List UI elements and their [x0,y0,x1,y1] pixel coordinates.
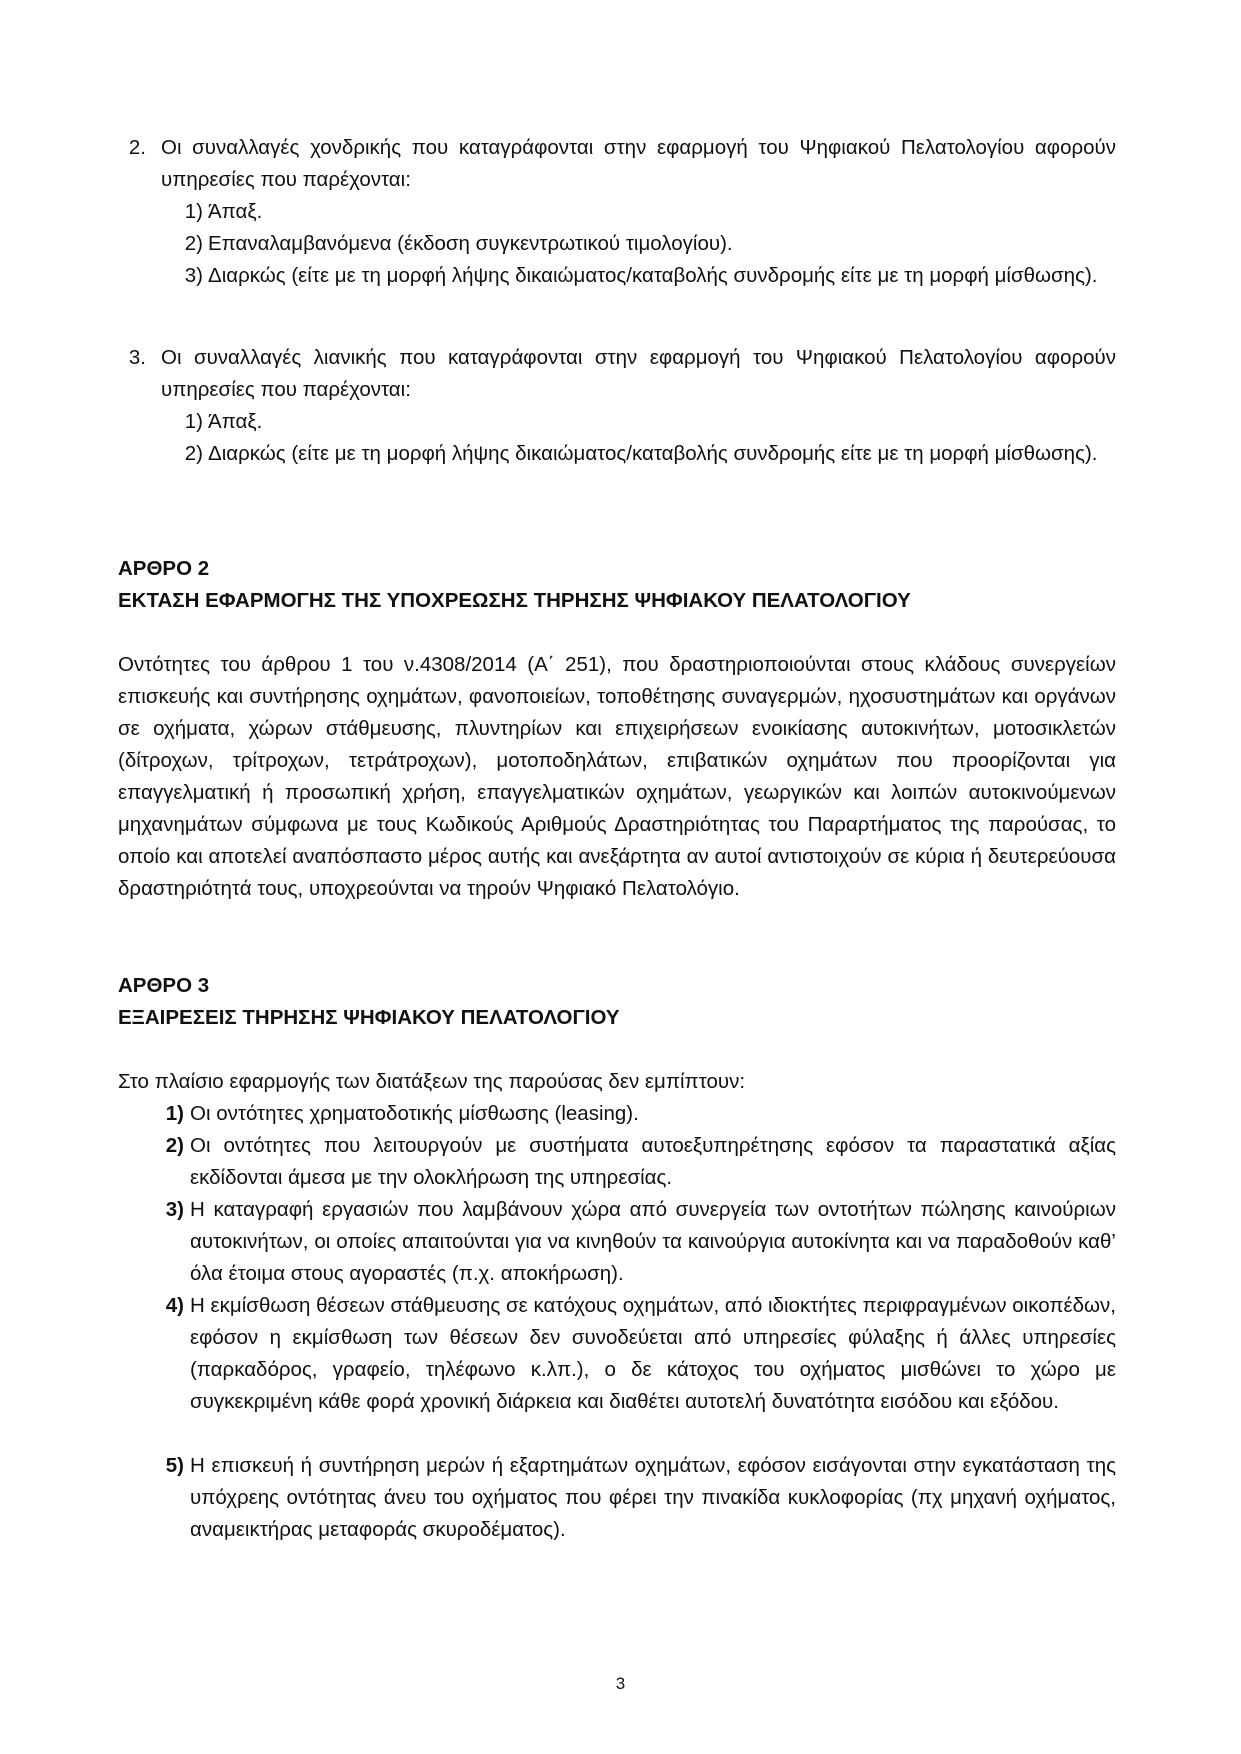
article-2-body: Οντότητες του άρθρου 1 του ν.4308/2014 (Α΄ 251), που δραστηριοποιούνται στους κλάδους συνεργείων επισκευής και συντήρησης οχημάτων, φανοποιείων, τοποθέτησης συναγερμών, ηχοσυστημάτων και οργάνων σε οχήματα, χώρων στάθμευσης, πλυντηρίων και επιχειρήσεων ενοικίασης αυτοκινήτων, μοτοσικλετών (δίτροχων, τρίτροχων, τετράτροχων), μοτοποδηλάτων, επιβατικών οχημάτων που προορίζονται για επαγγελματική ή προσωπική χρήση, επαγγελματικών οχημάτων, γεωργικών και λοιπών αυτοκινούμενων μηχανημάτων σύμφωνα με τους Κωδικούς Αριθμούς Δραστηριότητας του Παραρτήματος της παρούσας, το οποίο και αποτελεί αναπόσπαστο μέρος αυτής και ανεξάρτητα αν αυτοί αντιστοιχούν σε κύρια ή δευτερεύουσα δραστηριότητά τους, υποχρεούνται να τηρούν Ψηφιακό Πελατολόγιο. [118,653,1116,900]
exclusion-number: 1) [165,1102,184,1125]
exclusion-text: Η εκμίσθωση θέσεων στάθμευσης σε κατόχους οχημάτων, από ιδιοκτήτες περιφραγμένων οικοπέδων, εφόσον η εκμίσθωση των θέσεων δεν συνοδεύεται από υπηρεσίες φύλαξης ή άλλες υπηρεσίες (παρκαδόρος, γραφείο, τηλέφωνο κ.λπ.), ο δε κάτοχος του οχήματος μισθώνει το χώρο με συγκεκριμένη κάθε φορά χρονική διάρκεια και διαθέτει αυτοτελή δυνατότητα εισόδου και εξόδου. [190,1294,1116,1413]
article-2-heading: ΑΡΘΡΟ 2 [118,557,210,580]
exclusion-text: Η επισκευή ή συντήρηση μερών ή εξαρτημάτων οχημάτων, εφόσον εισάγονται στην εγκατάσταση της υπόχρεης οντότητας άνευ του οχήματος που φέρει την πινακίδα κυκλοφορίας (πχ μηχανή οχήματος, αναμεικτήρας μεταφοράς σκυροδέματος). [190,1454,1116,1541]
list-item-text: Οι συναλλαγές χονδρικής που καταγράφονται στην εφαρμογή του Ψηφιακού Πελατολογίου αφορούν υπηρεσίες που παρέχονται: [161,136,1116,191]
exclusion-number: 2) [165,1134,184,1157]
exclusion-number: 5) [165,1454,184,1477]
sub-text: Επαναλαμβανόμενα (έκδοση συγκεντρωτικού τιμολογίου). [208,232,733,255]
exclusion-text: Οι οντότητες που λειτουργούν με συστήματα αυτοεξυπηρέτησης εφόσον τα παραστατικά αξίας εκδίδονται άμεσα με την ολοκλήρωση της υπηρεσίας. [190,1134,1116,1189]
sub-number: 1) [184,200,203,223]
exclusion-text: Η καταγραφή εργασιών που λαμβάνουν χώρα από συνεργεία των οντοτήτων πώλησης καινούριων αυτοκινήτων, οι οποίες απαιτούνται για να κινηθούν τα καινούργια αυτοκίνητα και να παραδοθούν καθ’ όλα έτοιμα στους αγοραστές (π.χ. αποκήρωση). [190,1198,1116,1285]
sub-text: Άπαξ. [208,200,263,223]
sub-number: 2) [184,442,203,465]
list-item-text: Οι συναλλαγές λιανικής που καταγράφονται στην εφαρμογή του Ψηφιακού Πελατολογίου αφορούν υπηρεσίες που παρέχονται: [161,346,1116,401]
sub-number: 2) [184,232,203,255]
page-number: 3 [615,1674,626,1693]
article-3-title: ΕΞΑΙΡΕΣΕΙΣ ΤΗΡΗΣΗΣ ΨΗΦΙΑΚΟΥ ΠΕΛΑΤΟΛΟΓΙΟΥ [118,1006,620,1029]
exclusion-text: Οι οντότητες χρηματοδοτικής μίσθωσης (leasing). [190,1102,639,1125]
sub-text: Διαρκώς (είτε με τη μορφή λήψης δικαιώματος/καταβολής συνδρομής είτε με τη μορφή μίσθωσης). [208,442,1098,465]
exclusion-number: 3) [165,1198,184,1221]
list-number: 3. [128,346,146,369]
list-number: 2. [128,136,146,159]
exclusion-number: 4) [165,1294,184,1317]
sub-number: 1) [184,410,203,433]
article-3-intro: Στο πλαίσιο εφαρμογής των διατάξεων της παρούσας δεν εμπίπτουν: [118,1070,746,1093]
sub-text: Άπαξ. [208,410,263,433]
article-3-heading: ΑΡΘΡΟ 3 [118,974,210,997]
sub-number: 3) [184,264,203,287]
sub-text: Διαρκώς (είτε με τη μορφή λήψης δικαιώματος/καταβολής συνδρομής είτε με τη μορφή μίσθωσης). [208,264,1098,287]
article-2-title: ΕΚΤΑΣΗ ΕΦΑΡΜΟΓΗΣ ΤΗΣ ΥΠΟΧΡΕΩΣΗΣ ΤΗΡΗΣΗΣ ΨΗΦΙΑΚΟΥ ΠΕΛΑΤΟΛΟΓΙΟΥ [118,589,911,612]
